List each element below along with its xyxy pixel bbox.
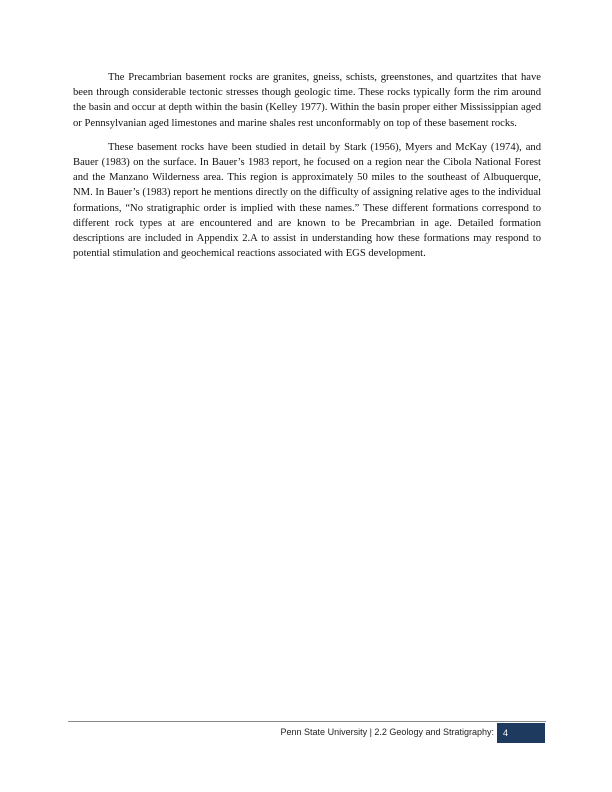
body-text (73, 70, 541, 270)
paragraph-basement-studies: These basement rocks have been studied in detail by Stark (1956), Myers and McKay (1974), and Bauer (1983) on the surface. In Bauer’s 1983 report, he focused on a region near the Cibola National Forest and the Manzano Wilderness area. This region is approximately 50 miles to the southeast of Albuquerque, NM. In Bauer’s (1983) report he mentions directly on the difficulty of assigning relative ages to the individual formations, “No stratigraphic order is implied with these names.” These different formations correspond to different rock types at are encountered and are known to be Precambrian in age. Detailed formation descriptions are included in Appendix 2.A to assist in understanding how these formations may respond to potential stimulation and geochemical reactions associated with EGS development. (73, 141, 541, 260)
footer-divider (68, 721, 546, 722)
page-number-badge: 4 (497, 723, 545, 743)
footer-section-title: Penn State University | 2.2 Geology and Stratigraphy: (280, 727, 494, 737)
paragraph-precambrian-basement: The Precambrian basement rocks are granites, gneiss, schists, greenstones, and quartzites that have been through considerable tectonic stresses though geologic time. These rocks typically form the rim around the basin and occur at depth within the basin (Kelley 1977). Within the basin proper either Mississippian aged or Pennsylvanian aged limestones and marine shales rest unconformably on top of these basement rocks. (73, 72, 541, 129)
